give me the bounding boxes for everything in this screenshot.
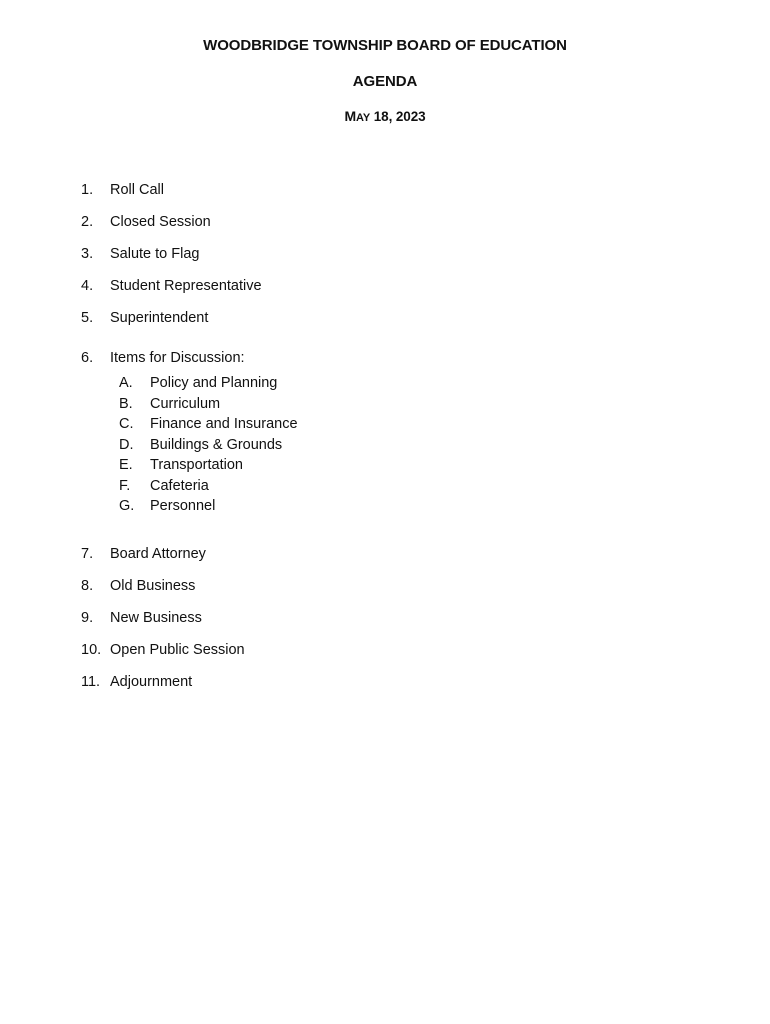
discussion-item-buildings-and-grounds xyxy=(119,436,282,454)
agenda-item-label: Open Public Session xyxy=(110,642,245,658)
meeting-date xyxy=(0,108,770,124)
agenda-item-number: 9. xyxy=(81,610,94,626)
discussion-item-letter: G. xyxy=(119,498,135,514)
discussion-item-label: Curriculum xyxy=(150,396,221,412)
discussion-item-label: Finance and Insurance xyxy=(150,416,298,432)
agenda-item-number: 7. xyxy=(81,546,94,562)
agenda-item-number: 4. xyxy=(81,278,94,294)
agenda-item-label: Adjournment xyxy=(110,674,193,690)
agenda-item-label: Board Attorney xyxy=(110,546,206,562)
agenda-item-adjournment xyxy=(81,673,192,691)
discussion-item-letter: C. xyxy=(119,416,134,432)
discussion-item-personnel xyxy=(119,497,215,515)
agenda-item-number: 1. xyxy=(81,182,94,198)
agenda-item-student-representative xyxy=(81,277,262,295)
agenda-item-label: Roll Call xyxy=(110,182,164,198)
agenda-item-new-business xyxy=(81,609,202,627)
agenda-item-number: 10. xyxy=(81,642,102,658)
discussion-item-label: Personnel xyxy=(150,498,216,514)
agenda-item-closed-session xyxy=(81,213,211,231)
discussion-item-letter: E. xyxy=(119,457,133,473)
agenda-item-label: Old Business xyxy=(110,578,196,594)
agenda-item-number: 11. xyxy=(81,674,101,690)
agenda-item-label: Student Representative xyxy=(110,278,262,294)
discussion-item-letter: D. xyxy=(119,437,134,453)
agenda-item-label: Items for Discussion: xyxy=(110,350,245,366)
discussion-item-label: Buildings & Grounds xyxy=(150,437,283,453)
document-title: WOODBRIDGE TOWNSHIP BOARD OF EDUCATION xyxy=(203,37,567,54)
agenda-item-items-for-discussion xyxy=(81,349,245,367)
agenda-item-roll-call xyxy=(81,181,164,199)
date-small-caps: AY xyxy=(356,112,371,124)
agenda-item-label: Superintendent xyxy=(110,310,209,326)
discussion-item-cafeteria xyxy=(119,477,209,495)
agenda-item-label: Closed Session xyxy=(110,214,211,230)
discussion-item-label: Transportation xyxy=(150,457,243,473)
agenda-item-label: New Business xyxy=(110,610,202,626)
discussion-item-finance-and-insurance xyxy=(119,415,298,433)
discussion-item-transportation xyxy=(119,456,243,474)
date-day-year: 18, 2023 xyxy=(370,109,426,124)
discussion-item-curriculum xyxy=(119,395,220,413)
agenda-item-number: 2. xyxy=(81,214,94,230)
agenda-item-salute-to-flag xyxy=(81,245,199,263)
discussion-item-letter: F. xyxy=(119,478,131,494)
discussion-item-policy-and-planning xyxy=(119,374,277,392)
agenda-item-number: 8. xyxy=(81,578,94,594)
agenda-item-superintendent xyxy=(81,309,208,327)
discussion-item-label: Cafeteria xyxy=(150,478,209,494)
agenda-item-number: 5. xyxy=(81,310,94,326)
discussion-item-label: Policy and Planning xyxy=(150,375,278,391)
document-subtitle: AGENDA xyxy=(352,73,418,90)
discussion-item-letter: B. xyxy=(119,396,133,412)
agenda-item-board-attorney xyxy=(81,545,206,563)
discussion-item-letter: A. xyxy=(119,375,133,391)
agenda-item-old-business xyxy=(81,577,195,595)
agenda-item-open-public-session xyxy=(81,641,245,659)
agenda-item-label: Salute to Flag xyxy=(110,246,200,262)
agenda-item-number: 6. xyxy=(81,350,94,366)
date-initial: M xyxy=(344,108,357,124)
agenda-item-number: 3. xyxy=(81,246,94,262)
